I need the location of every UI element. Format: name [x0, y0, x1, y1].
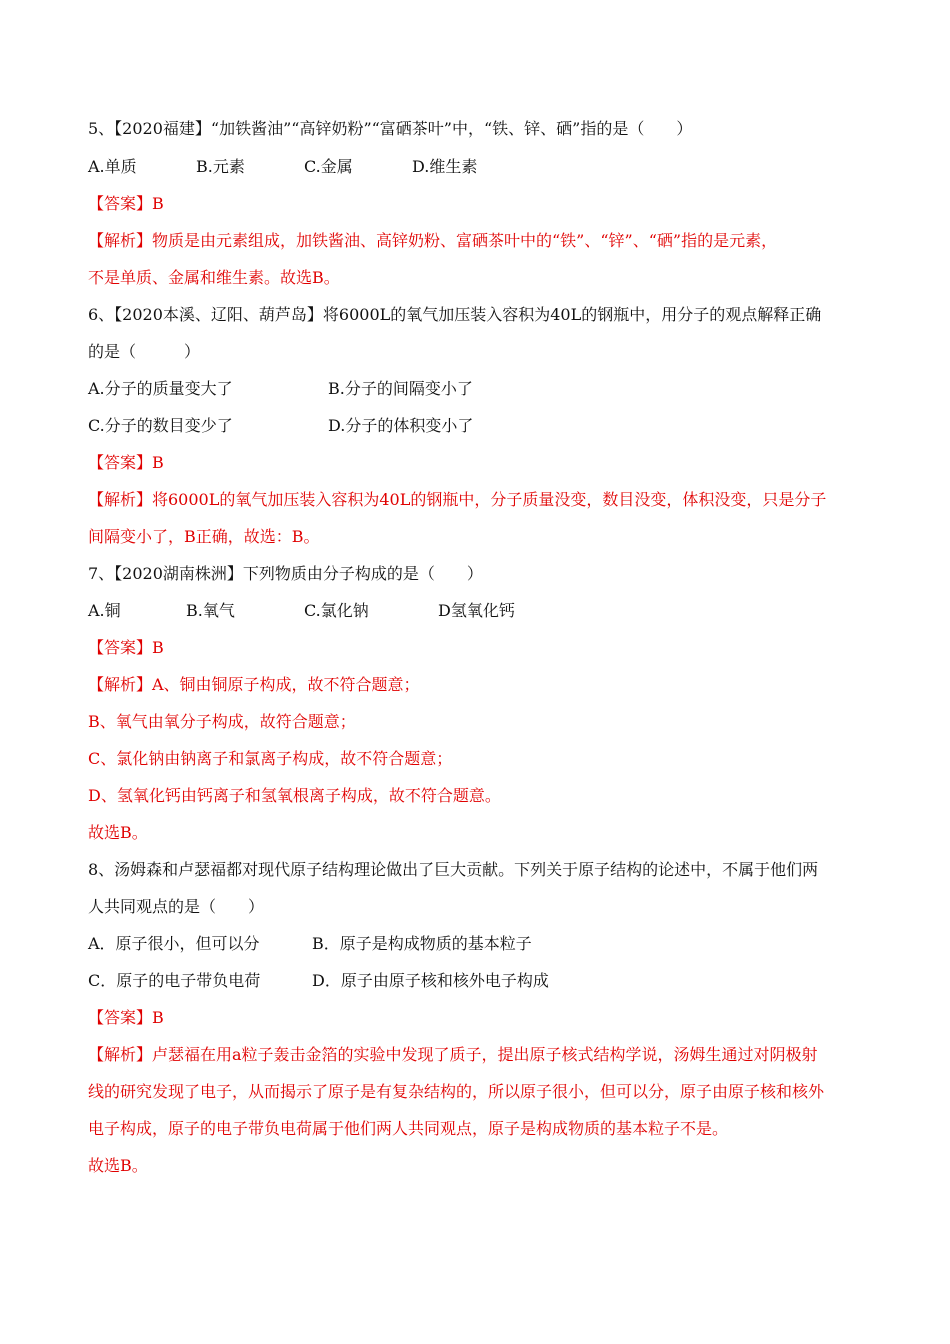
- q7-analysis-line-1: 【解析】A、铜由铜原子构成，故不符合题意；: [88, 675, 420, 694]
- q8-conclusion: 故选B。: [88, 1156, 148, 1175]
- q8-stem-line-2: 人共同观点的是（ ）: [88, 897, 265, 916]
- q6-answer: 【答案】B: [88, 453, 164, 472]
- q5-answer: 【答案】B: [88, 194, 164, 213]
- q5-stem: 5、【2020福建】“加铁酱油”“高锌奶粉”“富硒茶叶”中，“铁、锌、硒”指的是（ ）: [88, 119, 693, 138]
- q7-answer: 【答案】B: [88, 638, 164, 657]
- q6-option-b: B.分子的间隔变小了: [328, 379, 473, 398]
- q7-analysis-line-3: C、氯化钠由钠离子和氯离子构成，故不符合题意；: [88, 749, 453, 768]
- q8-analysis-line-3: 电子构成，原子的电子带负电荷属于他们两人共同观点，原子是构成物质的基本粒子不是。: [88, 1119, 729, 1138]
- q5-analysis-line-2: 不是单质、金属和维生素。故选B。: [88, 268, 340, 287]
- q7-analysis-line-4: D、氢氧化钙由钙离子和氢氧根离子构成，故不符合题意。: [88, 786, 501, 805]
- q8-option-b: B．原子是构成物质的基本粒子: [312, 934, 532, 953]
- q7-option-b: B.氧气: [186, 601, 235, 620]
- q6-option-a: A.分子的质量变大了: [88, 379, 233, 398]
- q5-option-a: A.单质: [88, 157, 137, 176]
- q5-option-c: C.金属: [304, 157, 353, 176]
- q7-option-c: C.氯化钠: [304, 601, 369, 620]
- q8-option-d: D．原子由原子核和核外电子构成: [312, 971, 549, 990]
- q7-option-d: D氢氧化钙: [438, 601, 515, 620]
- q7-analysis-line-2: B、氧气由氧分子构成，故符合题意；: [88, 712, 356, 731]
- q5-analysis-line-1: 【解析】物质是由元素组成，加铁酱油、高锌奶粉、富硒茶叶中的“铁”、“锌”、“硒”指的是元素，: [88, 231, 778, 250]
- q7-stem: 7、【2020湖南株洲】下列物质由分子构成的是（ ）: [88, 564, 483, 583]
- q8-option-c: C．原子的电子带负电荷: [88, 971, 261, 990]
- q6-option-d: D.分子的体积变小了: [328, 416, 474, 435]
- q6-option-c: C.分子的数目变少了: [88, 416, 233, 435]
- q8-analysis-line-2: 线的研究发现了电子，从而揭示了原子是有复杂结构的，所以原子很小，但可以分，原子由原子核和核外: [88, 1082, 825, 1101]
- q7-conclusion: 故选B。: [88, 823, 148, 842]
- q6-analysis-line-2: 间隔变小了，B正确，故选：B。: [88, 527, 320, 546]
- q8-answer: 【答案】B: [88, 1008, 164, 1027]
- q6-stem-line-1: 6、【2020本溪、辽阳、葫芦岛】将6000L的氧气加压装入容积为40L的钢瓶中，用分子的观点解释正确: [88, 305, 822, 324]
- q8-analysis-line-1: 【解析】卢瑟福在用a粒子轰击金箔的实验中发现了质子，提出原子核式结构学说，汤姆生通过对阴极射: [88, 1045, 818, 1064]
- q7-option-a: A.铜: [88, 601, 121, 620]
- q5-option-b: B.元素: [196, 157, 245, 176]
- q6-stem-line-2: 的是（ ）: [88, 342, 201, 361]
- q6-analysis-line-1: 【解析】将6000L的氧气加压装入容积为40L的钢瓶中，分子质量没变，数目没变，体积没变，只是分子: [88, 490, 827, 509]
- q8-option-a: A．原子很小，但可以分: [88, 934, 260, 953]
- q8-stem-line-1: 8、汤姆森和卢瑟福都对现代原子结构理论做出了巨大贡献。下列关于原子结构的论述中，不属于他们两: [88, 860, 819, 879]
- q5-option-d: D.维生素: [412, 157, 478, 176]
